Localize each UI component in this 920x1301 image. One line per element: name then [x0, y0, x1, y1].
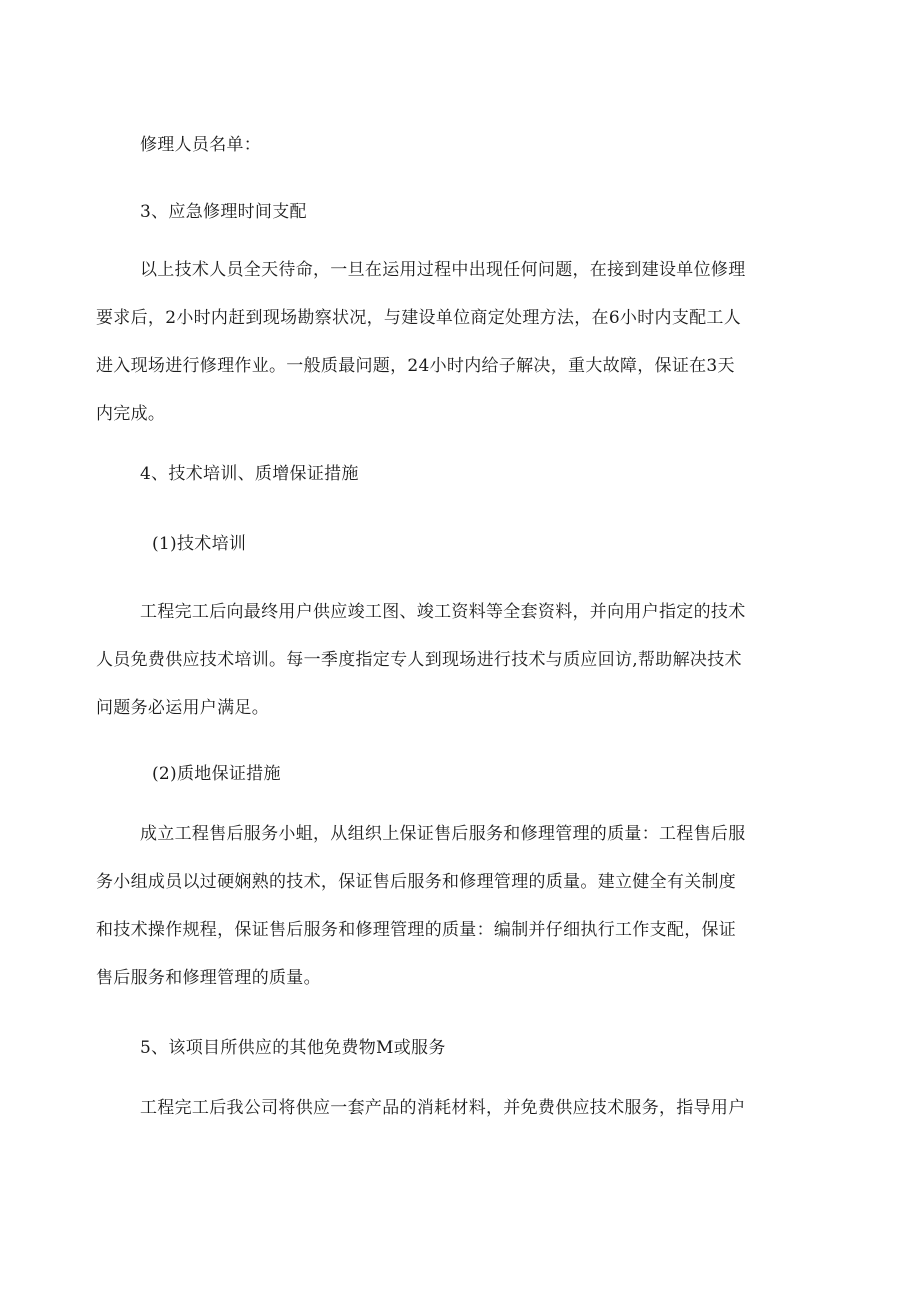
repair-staff-list-label: 修理人员名单： [140, 135, 262, 155]
section4-heading: 4、技术培训、质增保证措施 [140, 464, 359, 484]
section5-heading: 5、该项目所供应的其他免费物M或服务 [140, 1038, 446, 1058]
section4-sub1-paragraph-line: 人员免费供应技术培训。每一季度指定专人到现场进行技术与质应回访,帮助解决技术 [96, 650, 742, 670]
section4-sub2-paragraph-line: 售后服务和修理管理的质量。 [96, 968, 321, 988]
section4-sub1-paragraph-line: 问题务必运用户满足。 [96, 698, 269, 718]
section4-sub2-heading: (2)质地保证措施 [152, 764, 281, 784]
section4-sub2-paragraph-line: 成立工程售后服务小蛆，从组织上保证售后服务和修理管理的质量：工程售后服 [140, 824, 746, 844]
section3-paragraph-line: 进入现场进行修理作业。一般质最问题，24小时内给子解决，重大故障，保证在3天 [96, 356, 735, 376]
section4-sub1-heading: (1)技术培训 [152, 534, 247, 554]
section3-paragraph-line: 要求后，2小时内赶到现场勘察状况，与建设单位商定处理方法，在6小时内支配工人 [96, 308, 742, 328]
section3-heading: 3、应急修理时间支配 [140, 202, 307, 222]
section3-paragraph-line: 以上技术人员全天待命，一旦在运用过程中出现任何问题，在接到建设单位修理 [140, 260, 746, 280]
section5-paragraph-line: 工程完工后我公司将供应一套产品的消耗材料，并免费供应技术服务，指导用户 [140, 1098, 746, 1118]
section4-sub2-paragraph-line: 和技术操作规程，保证售后服务和修理管理的质量：编制并仔细执行工作支配，保证 [96, 920, 737, 940]
section4-sub2-paragraph-line: 务小组成员以过硬娴熟的技术，保证售后服务和修理管理的质量。建立健全有关制度 [96, 872, 737, 892]
section4-sub1-paragraph-line: 工程完工后向最终用户供应竣工图、竣工资料等全套资料，并向用户指定的技术 [140, 602, 746, 622]
section3-paragraph-line: 内完成。 [96, 404, 166, 424]
